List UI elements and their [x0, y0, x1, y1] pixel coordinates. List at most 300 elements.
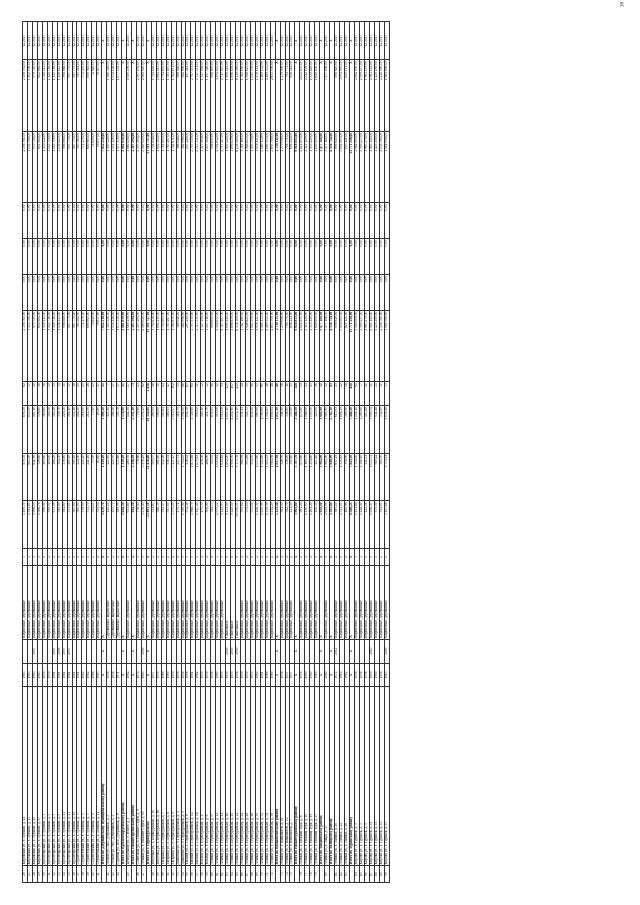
table-cell: 1 782 671,00 — [171, 131, 176, 203]
table-cell: 86 — [364, 866, 369, 883]
table-cell: 663,50 — [27, 453, 32, 501]
table-cell: 12.2017 — [186, 22, 191, 60]
table-cell: 0,00 — [171, 274, 176, 310]
table-cell: 1 064,36 — [270, 453, 275, 501]
table-cell: 875,80 — [300, 406, 305, 454]
table-cell: 587,10 — [32, 406, 37, 454]
table-cell: 0,00 — [146, 274, 151, 310]
table-cell: 1 948 823,00 — [245, 60, 250, 132]
table-cell: 2007 — [32, 639, 37, 663]
table-cell: 1 210,90 — [305, 501, 310, 549]
table-cell: 979 720,00 — [32, 60, 37, 132]
table-cell: 12.2017 — [87, 22, 92, 60]
table-cell: 55 — [186, 866, 191, 883]
table-cell: 225,20 — [82, 453, 87, 501]
table-cell: 0,00 — [295, 203, 300, 239]
table-cell: 2 331,30 — [131, 406, 136, 454]
table-cell: 0,00 — [305, 203, 310, 239]
table-cell: 78 837,00 — [97, 60, 102, 132]
table-cell: 998 088,00 — [62, 310, 67, 382]
table-cell: Итого по г. Первоуральску — [146, 687, 151, 866]
table-cell: 32 — [52, 866, 57, 883]
table-cell: 1 576,38 — [265, 501, 270, 549]
table-cell: 2 — [151, 549, 156, 566]
table-cell: 1958 — [354, 663, 359, 687]
table-cell: X — [275, 60, 280, 132]
table-cell: 1958 — [359, 663, 364, 687]
table-cell: X — [275, 22, 280, 60]
table-cell: 656 244,00 — [290, 60, 295, 132]
table-cell: 0,00 — [122, 274, 127, 310]
table-cell: 596,00 — [42, 501, 47, 549]
table-cell: 3 — [27, 549, 32, 566]
table-cell: 1 327 494,00 — [201, 60, 206, 132]
table-cell: 0,00 — [196, 274, 201, 310]
table-cell: 1963 — [23, 663, 28, 687]
rotated-table-container — [22, 21, 618, 883]
table-cell: X — [295, 565, 300, 639]
table-cell: 394,00 — [379, 501, 384, 549]
table-cell: Ленина ул., г. Первоуральск, д. 12 — [216, 687, 221, 866]
table-cell: 0,00 — [300, 203, 305, 239]
table-cell: 12.2017 — [211, 22, 216, 60]
table-cell: Итого по Нижнетуринскому району — [295, 687, 300, 866]
table-cell: 0,00 — [97, 239, 102, 275]
table-cell: 297 449,00 — [186, 310, 191, 382]
table-cell: Ленина ул., г. Первоуральск, д. 34 — [265, 687, 270, 866]
table-cell: 102 — [171, 382, 176, 406]
table-cell: 1960 — [374, 663, 379, 687]
table-cell: 5 — [231, 549, 236, 566]
table-cell: 0,00 — [260, 274, 265, 310]
table-cell: 12.2017 — [231, 22, 236, 60]
table-cell: 0,00 — [37, 274, 42, 310]
table-cell: 0,00 — [270, 274, 275, 310]
table-cell: 2 — [379, 549, 384, 566]
table-cell: 0,00 — [161, 203, 166, 239]
table-cell: 0,00 — [285, 274, 290, 310]
table-cell: 1 394,85 — [265, 406, 270, 454]
table-cell: 0,00 — [226, 203, 231, 239]
table-cell: 2 312 129,00 — [305, 310, 310, 382]
table-cell: 1 234,80 — [310, 453, 315, 501]
table-cell: 1 360 326,00 — [107, 131, 112, 203]
table-cell: 224,90 — [77, 453, 82, 501]
table-cell: 480,70 — [127, 453, 132, 501]
table-cell: 1 009,54 — [369, 406, 374, 454]
table-cell: 62 — [221, 866, 226, 883]
table-cell: Пролетарская ул., г. Луганск, д. 7 — [52, 687, 57, 866]
table-cell: 425,10 — [107, 453, 112, 501]
table-cell: 48 — [151, 866, 156, 883]
table-cell: 0,00 — [201, 203, 206, 239]
table-cell: 1 929,85 — [340, 453, 345, 501]
table-cell: X — [146, 663, 151, 687]
table-cell: 33 — [245, 382, 250, 406]
table-cell: 0,00 — [290, 274, 295, 310]
table-cell: 0,00 — [379, 274, 384, 310]
table-cell: 0,00 — [181, 274, 186, 310]
table-cell: 0,00 — [295, 274, 300, 310]
table-cell: 1 009,51 — [270, 406, 275, 454]
table-cell: 74 — [285, 866, 290, 883]
table-cell: 4 536 754,00 — [330, 131, 335, 203]
table-cell: Ленина ул., г. Камышлов, д. 7 — [290, 687, 295, 866]
table-cell: 1 789,99 — [181, 501, 186, 549]
table-cell: 0,00 — [290, 239, 295, 275]
table-cell: 0,00 — [340, 239, 345, 275]
table-cell: 2007 — [62, 639, 67, 663]
table-cell: 332,40 — [72, 406, 77, 454]
table-cell: 0,00 — [181, 203, 186, 239]
table-cell: 12.2017 — [92, 22, 97, 60]
table-cell: 1 159,50 — [310, 406, 315, 454]
table-cell: 0,00 — [166, 239, 171, 275]
table-cell: 2 653 706,00 — [270, 131, 275, 203]
table-cell: Деревянные, кирпичные — [107, 565, 112, 639]
table-cell: 1 909 449,00 — [226, 131, 231, 203]
table-cell: 3 — [23, 549, 28, 566]
table-cell: 11 — [285, 382, 290, 406]
table-cell: 0,00 — [62, 274, 67, 310]
table-cell: 2 — [42, 549, 47, 566]
table-cell: 1 794 838,00 — [151, 310, 156, 382]
table-cell: 0,00 — [127, 203, 132, 239]
table-cell: 1962 — [344, 663, 349, 687]
table-cell: 0,00 — [87, 274, 92, 310]
table-cell: Кирпичные, деревянные — [181, 565, 186, 639]
table-cell: 778,80 — [136, 501, 141, 549]
table-cell: Ленина ул., г. Первоуральск, д. 26 — [245, 687, 250, 866]
table-cell: 1 794 693,00 — [161, 310, 166, 382]
table-cell: 2 — [77, 549, 82, 566]
table-cell: 0,00 — [122, 203, 127, 239]
table-cell: 2 — [265, 549, 270, 566]
table-cell: 62 — [141, 382, 146, 406]
table-cell: 37 — [77, 866, 82, 883]
table-cell: 2 569 020,00 — [141, 131, 146, 203]
table-cell: 1 630,90 — [260, 501, 265, 549]
table-cell: 67 — [245, 866, 250, 883]
table-cell: 0,00 — [221, 203, 226, 239]
table-cell: Деревянные, кирпичные — [112, 565, 117, 639]
table-cell: 0,00 — [176, 274, 181, 310]
table-cell: 0,00 — [325, 239, 330, 275]
table-cell: 4 990,50 — [231, 453, 236, 501]
table-cell: 1961 — [260, 663, 265, 687]
table-cell: 3 477 188,00 — [325, 310, 330, 382]
table-cell: 1960 — [255, 663, 260, 687]
table-cell: 1963 — [32, 663, 37, 687]
table-cell: 35 — [67, 866, 72, 883]
table-cell: 784,73 — [211, 501, 216, 549]
table-cell: 68 — [250, 866, 255, 883]
table-cell: 1 782 180,00 — [240, 310, 245, 382]
table-cell: 2 436 — [146, 382, 151, 406]
table-cell: 475,71 — [176, 501, 181, 549]
table-cell: 26 — [23, 866, 28, 883]
table-cell: 0,00 — [349, 239, 354, 275]
table-cell: 0,00 — [340, 274, 345, 310]
table-cell: 0,00 — [186, 203, 191, 239]
table-cell: 656 244,00 — [290, 310, 295, 382]
table-cell: 0,00 — [52, 274, 57, 310]
table-cell: 545,75 — [245, 406, 250, 454]
table-cell: Емлина ул., г. Первоуральск, д. 6 — [186, 687, 191, 866]
table-cell: 1 588,76 — [37, 501, 42, 549]
table-cell: 1 339,20 — [122, 453, 127, 501]
table-cell: 0,00 — [235, 203, 240, 239]
table-cell: Данилова ул., г. Первоуральск, д. 3 — [176, 687, 181, 866]
table-cell: 2 — [384, 549, 389, 566]
table-cell: 0,00 — [141, 274, 146, 310]
table-cell: 0,00 — [275, 203, 280, 239]
table-cell: Кирпичные, деревянные — [270, 565, 275, 639]
table-cell: 7 — [107, 382, 112, 406]
table-cell: 418,79 — [176, 406, 181, 454]
table-cell: 1 978 121,00 — [255, 310, 260, 382]
table-cell: 0,00 — [340, 203, 345, 239]
table-cell: 87 — [369, 866, 374, 883]
table-cell: 0,00 — [295, 239, 300, 275]
table-cell: 342,70 — [285, 501, 290, 549]
table-cell: 0,00 — [275, 274, 280, 310]
table-cell: 0,00 — [315, 239, 320, 275]
table-cell: 1960 — [265, 663, 270, 687]
table-cell: 6 138 389,00 — [235, 131, 240, 203]
table-cell: Гагарина ул., г. Первоуральск, д. 8 — [166, 687, 171, 866]
table-cell: Пролетарская ул., г. Луганск, д. 11 — [62, 687, 67, 866]
table-cell: 0,00 — [117, 274, 122, 310]
table-cell: 1 327 494,00 — [201, 310, 206, 382]
table-cell: 12.2017 — [379, 22, 384, 60]
table-cell: 1 077 339,00 — [117, 131, 122, 203]
table-cell: 0,00 — [166, 274, 171, 310]
table-cell: 85 — [359, 866, 364, 883]
table-cell: 0,00 — [37, 239, 42, 275]
table-cell: 12.2017 — [82, 22, 87, 60]
table-cell: 602 984,00 — [37, 131, 42, 203]
table-cell: 3 004 993,00 — [340, 310, 345, 382]
table-cell: 0,00 — [245, 239, 250, 275]
table-cell: 27 — [112, 382, 117, 406]
table-cell: 3 — [325, 549, 330, 566]
table-cell: 1 359,20 — [102, 453, 107, 501]
table-cell: Емлина ул., г. Первоуральск, д. 14 — [191, 687, 196, 866]
table-cell: 12.2017 — [369, 22, 374, 60]
table-cell: Пролетарская ул., г. Луганск, д. 13 — [67, 687, 72, 866]
table-cell: 7 484,50 — [349, 406, 354, 454]
table-cell: 0,00 — [369, 239, 374, 275]
table-cell: 2 169 353,00 — [265, 131, 270, 203]
table-cell: 25 — [335, 382, 340, 406]
table-cell: 1958 — [112, 663, 117, 687]
table-cell: 908 695,00 — [211, 310, 216, 382]
table-cell: Строительная ул., г. Луганск, д. 7 — [87, 687, 92, 866]
table-cell: 29 — [37, 866, 42, 883]
table-cell: 552,47 — [161, 501, 166, 549]
table-cell: Ильича ул., г. Первоуральск, д. 4 — [201, 687, 206, 866]
table-cell: 634,10 — [131, 501, 136, 549]
table-cell: 1 015,84 — [216, 453, 221, 501]
table-cell: X — [102, 565, 107, 639]
table-cell: 997 779,00 — [72, 60, 77, 132]
table-cell: 3 — [221, 549, 226, 566]
table-cell: 73 — [280, 866, 285, 883]
table-cell: 2 707 535,00 — [191, 60, 196, 132]
table-cell: 4 194 652,00 — [216, 310, 221, 382]
table-cell: 0,00 — [305, 239, 310, 275]
table-cell: 0,00 — [47, 203, 52, 239]
table-cell: 40 — [92, 866, 97, 883]
table-cell: 34 — [57, 382, 62, 406]
table-cell: Ленина ул., г. Первоуральск, д. 22 — [235, 687, 240, 866]
table-cell: 906 640,00 — [335, 310, 340, 382]
table-cell: Кирпичные, деревянные — [127, 565, 132, 639]
table-cell: X — [122, 663, 127, 687]
table-cell: 503,84 — [161, 406, 166, 454]
table-cell: Пролетарская ул., г. Луганск, д. 15 — [72, 687, 77, 866]
table-cell: 0,00 — [161, 239, 166, 275]
table-cell: 1959 — [240, 663, 245, 687]
table-cell: 2 336,10 — [131, 453, 136, 501]
table-cell: 1963 — [384, 663, 389, 687]
table-cell: 585,10 — [335, 501, 340, 549]
table-cell: 0,00 — [47, 274, 52, 310]
table-cell: 676,30 — [23, 406, 28, 454]
table-cell: 40 — [211, 382, 216, 406]
table-cell: 0,00 — [384, 203, 389, 239]
table-cell: 2 707 535,00 — [191, 131, 196, 203]
table-cell: 12.2017 — [240, 22, 245, 60]
table-cell: Ленина ул., г. Первоуральск, д. 28 — [250, 687, 255, 866]
table-cell: 407,80 — [364, 406, 369, 454]
table-cell: 64 — [231, 866, 236, 883]
table-cell: 0,00 — [72, 274, 77, 310]
table-cell: 0,00 — [255, 239, 260, 275]
table-cell: 0,00 — [379, 203, 384, 239]
table-cell: Пролетарская ул., г. Луганск, д. 5 — [47, 687, 52, 866]
table-cell: Панельные — [235, 565, 240, 639]
table-cell: 2 356 761,00 — [23, 310, 28, 382]
table-cell: 1 529 112,00 — [42, 310, 47, 382]
table-cell: X — [349, 663, 354, 687]
table-cell: 699 965,00 — [87, 60, 92, 132]
table-cell: 5 961 839,00 — [122, 310, 127, 382]
table-cell: 1960 — [166, 663, 171, 687]
table-cell: 4 892,00 — [226, 453, 231, 501]
table-cell: 3 546,30 — [295, 406, 300, 454]
table-cell: 1 431,89 — [354, 501, 359, 549]
table-cell: 908 695,00 — [211, 131, 216, 203]
table-cell: 0,00 — [310, 239, 315, 275]
table-cell: 579,19 — [245, 501, 250, 549]
table-cell: Кирпичные, деревянные — [354, 565, 359, 639]
housing-register-table — [22, 21, 390, 883]
table-cell: 1955 — [221, 663, 226, 687]
table-cell: 3 004 993,00 — [340, 60, 345, 132]
table-cell: 5 — [196, 549, 201, 566]
table-cell: 409,00 — [47, 453, 52, 501]
table-cell: 36 — [72, 382, 77, 406]
table-cell: 0,00 — [191, 274, 196, 310]
table-cell: Кирпичные, деревянные — [340, 565, 345, 639]
table-cell: 73 — [131, 382, 136, 406]
table-cell: 979 720,00 — [32, 310, 37, 382]
table-cell: 427,40 — [315, 453, 320, 501]
table-cell: 656 244,00 — [290, 131, 295, 203]
table-cell: 27 — [27, 866, 32, 883]
table-cell: 0,00 — [211, 203, 216, 239]
table-cell: 1 145 716,00 — [47, 131, 52, 203]
table-cell: X — [275, 663, 280, 687]
table-cell: 584,60 — [62, 501, 67, 549]
table-cell: 531,83 — [151, 501, 156, 549]
table-cell: 1 534 128,00 — [112, 310, 117, 382]
table-cell: 1 077 339,00 — [117, 310, 122, 382]
table-cell: 12.2017 — [161, 22, 166, 60]
table-cell: 2 — [310, 549, 315, 566]
table-cell: X — [349, 22, 354, 60]
table-cell: 12.2017 — [260, 22, 265, 60]
table-cell: 0,00 — [92, 274, 97, 310]
table-cell: 1971 — [117, 663, 122, 687]
table-cell: 1962 — [196, 663, 201, 687]
table-cell: 593,64 — [240, 501, 245, 549]
table-cell: 2 169 353,00 — [265, 310, 270, 382]
table-cell: 2 311,50 — [340, 501, 345, 549]
table-cell: 1 222,10 — [354, 406, 359, 454]
table-cell: 1961 — [72, 663, 77, 687]
table-cell: 2 — [270, 549, 275, 566]
table-cell: 0,00 — [364, 239, 369, 275]
table-cell: 3 — [354, 549, 359, 566]
table-cell: 0,00 — [82, 274, 87, 310]
table-cell: 2 — [305, 549, 310, 566]
table-cell: Кирпичные, деревянные — [57, 565, 62, 639]
table-cell: 0,00 — [77, 203, 82, 239]
table-cell: Кирпичные, деревянные — [369, 565, 374, 639]
table-cell: 1 425 250,00 — [374, 60, 379, 132]
table-cell: 1960 — [315, 663, 320, 687]
table-cell: 1959 — [171, 663, 176, 687]
table-cell: 25 — [77, 382, 82, 406]
table-cell: 2 717 407,00 — [221, 310, 226, 382]
table-cell: 51 — [166, 866, 171, 883]
table-cell: 3 303,60 — [330, 501, 335, 549]
table-cell: 2 717 331,00 — [196, 131, 201, 203]
table-cell: Кирпичные, деревянные — [27, 565, 32, 639]
table-cell: 1 037,60 — [255, 453, 260, 501]
table-cell: 0,00 — [235, 239, 240, 275]
table-cell: Центральная ул., с. Новое, д. 1 — [127, 687, 132, 866]
table-cell: 26 — [87, 382, 92, 406]
table-cell: 36 — [72, 866, 77, 883]
table-cell: 1 145 716,00 — [52, 131, 57, 203]
table-cell: 1963 — [97, 663, 102, 687]
table-cell: 85 — [330, 382, 335, 406]
table-cell: 465,96 — [344, 501, 349, 549]
table-cell: 0,00 — [122, 239, 127, 275]
table-cell: 1957 — [285, 663, 290, 687]
table-cell: 12.2017 — [250, 22, 255, 60]
table-cell: 12.2017 — [305, 22, 310, 60]
table-cell: 3 — [37, 549, 42, 566]
table-cell: 0,00 — [320, 239, 325, 275]
table-cell: 3 707,70 — [295, 453, 300, 501]
table-cell: 1 470,70 — [102, 501, 107, 549]
table-cell: 40 — [275, 382, 280, 406]
